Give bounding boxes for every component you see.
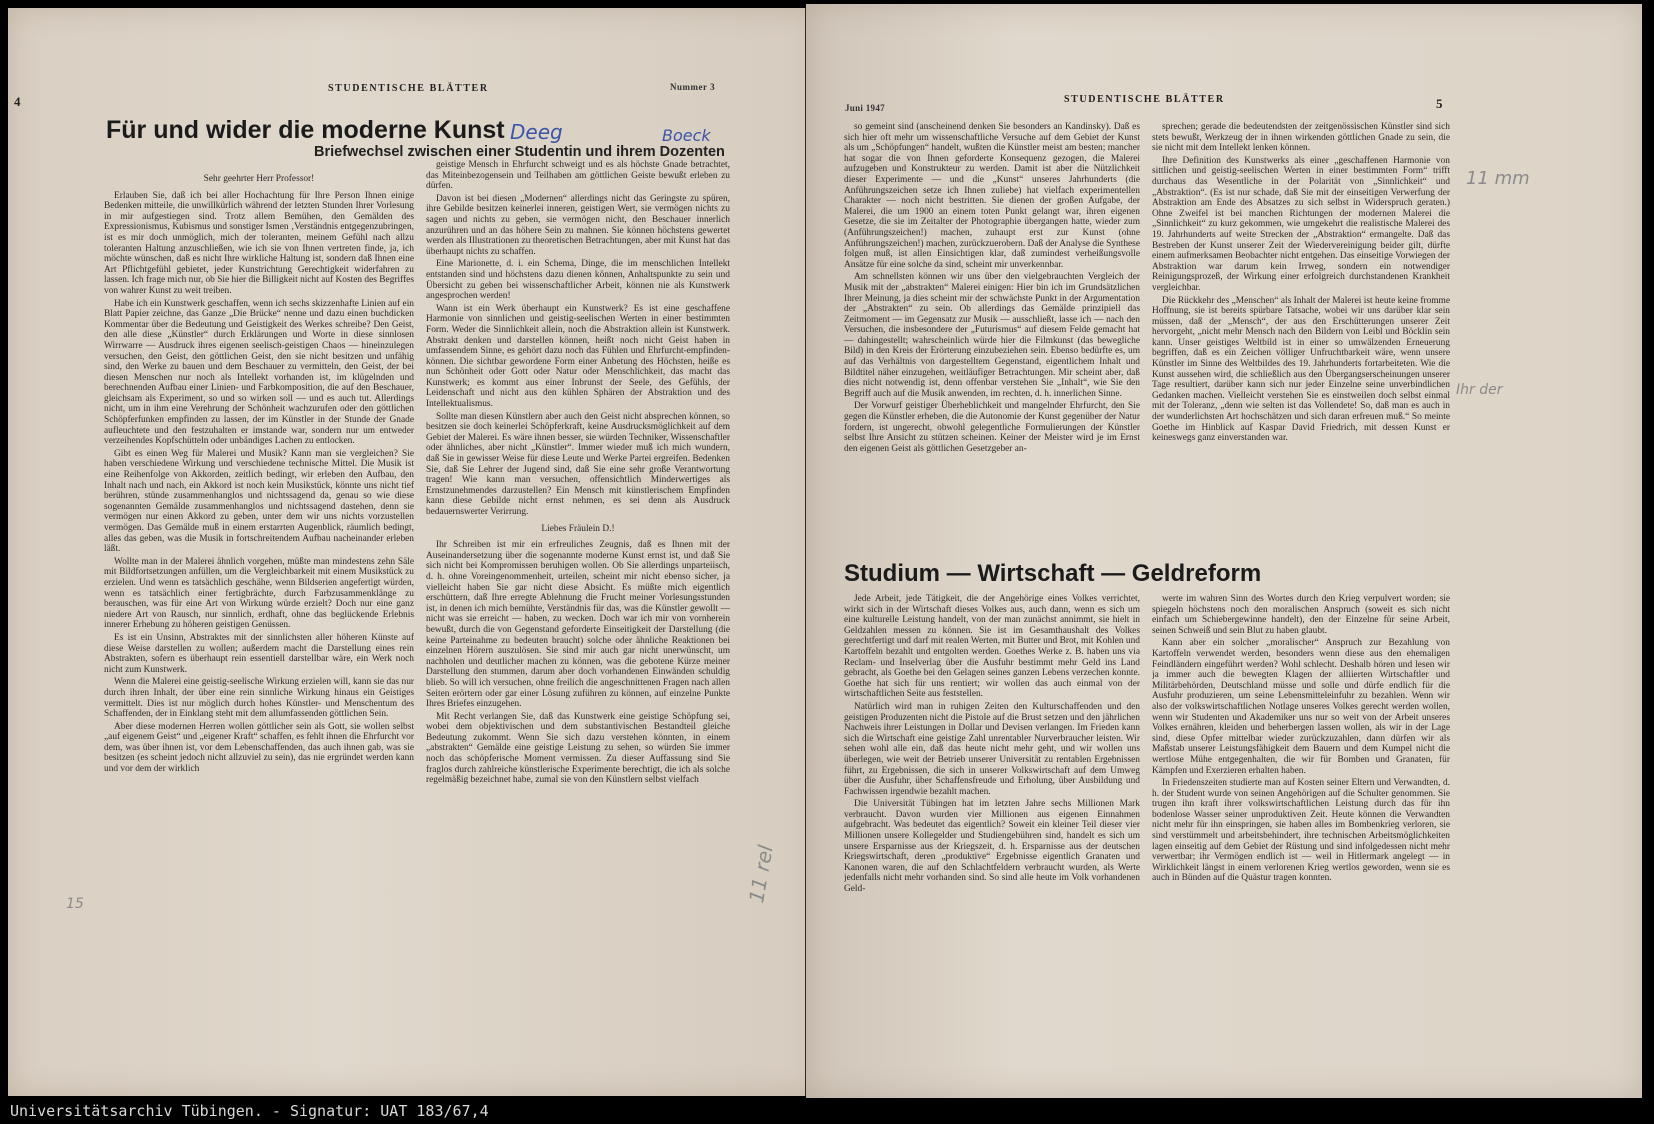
paragraph: Der Vorwurf geistiger Überheblichkeit und mangelnder Ehrfurcht, den Sie gegen die Künstler erheben, die die Autonomie der Kunst gegenüber der Natur fordern, ist ungerecht, obwohl gelegentliche Formulierungen der Künstler selbst Ihre Ansicht zu stützen scheinen. Keiner der Meister wird je im Ernst den eigenen Geist als göttlichen Gesetzgeber an-	[844, 401, 1140, 454]
issue-date: Juni 1947	[845, 103, 885, 113]
paragraph: Es ist ein Unsinn, Abstraktes mit der sinnlichsten aller höheren Künste auf diese Weise darstellen zu wollen; außerdem macht die Darstellung eines rein Abstrakten, sofern es überhaupt rein essentiell darstellbar wäre, ein Werk noch nicht zum Kunstwerk.	[104, 632, 414, 675]
text-column	[844, 594, 1140, 974]
text-column	[1152, 594, 1450, 974]
salutation: Liebes Fräulein D.!	[541, 523, 615, 534]
paragraph: Wann ist ein Werk überhaupt ein Kunstwerk? Es ist eine geschaffene Harmonie von sinnlichen und geistig-seelischen Werten in einer bestimmten Form. Weder die Sinnlichkeit allein, noch die Abstraktion allein ist Kunstwerk. Abstrakt denken und darstellen können, heißt noch nicht Geist haben in umfassendem Sinne, es gehört dazu noch das Fühlen und Ehrfurcht-empfinden-können. Die sichtbar gewordene Form einer Anbetung des Höchsten, heiße es nun Schönheit oder Gott oder Natur oder Menschlichkeit, das macht das Kunstwerk; es kommt aus einer Inbrunst der Seele, des Gefühls, der Leidenschaft und nicht aus den kühlen Sphären der Abstraktion und des Intellektualismus.	[426, 303, 730, 410]
article-subtitle: Briefwechsel zwischen einer Studentin und ihrem Dozenten	[314, 144, 725, 160]
archive-caption: Universitätsarchiv Tübingen. - Signatur: UAT 183/67,4	[10, 1102, 489, 1120]
paragraph: Natürlich wird man in ruhigen Zeiten den Kulturschaffenden und den geistigen Produzenten nicht die Pistole auf die Brust setzen und den jährlichen Nachweis ihrer Leistungen in Dollar und Devisen verlangen. Im Frieden kann sich die Wirtschaft eine geistige Zahl unrentabler Nurverbraucher leisten. Wir sehen wohl alle ein, daß das heute nicht mehr geht, und wir wollen uns überlegen, wie weit der Betrieb unserer Universität zu rentablen Ergebnissen führt, zu Ergebnissen, die sich in unserer Volkswirtschaft auf dem Umweg über die Ausfuhr, über Schaffensfreude und Erholung, über Ausbildung und Fachwissen irgendwie bezahlt machen.	[844, 701, 1140, 797]
paragraph: Eine Marionette, d. i. ein Schema, Dinge, die im menschlichen Intellekt entstanden sind und höchstens dazu dienen können, Anhaltspunkte zu sein und Übersicht zu geben bei wissenschaftlicher Arbeit, können nie als Kunstwerk angesprochen werden!	[426, 259, 730, 302]
article-title: Studium — Wirtschaft — Geldreform	[844, 560, 1262, 587]
handwritten-annotation: Boeck	[662, 126, 711, 145]
paragraph: sprechen; gerade die bedeutendsten der zeitgenössischen Künstler sind sich stets bewußt, Werkzeug der in ihnen wirkenden göttlichen Gnade zu sein, die sie nicht mit dem Intellekt lenken können.	[1152, 122, 1450, 154]
paragraph: so gemeint sind (anscheinend denken Sie besonders an Kandinsky). Daß es sich hier oft mehr um wissenschaftliche Versuche auf dem Gebiet der Kunst als um „Schöpfungen“ handelt, wußten die Künstler meist am besten; mancher hat sogar die von Ihnen geforderte Konsequenz gezogen, die Malerei aufzugeben und Konstrukteur zu werden. Damit ist aber die Nützlichkeit dieser Experimente — und die „Kunst“ unseres Jahrhunderts (die Anführungszeichen setze ich Ihnen zuliebe) hat vielfach experimentellen Charakter — noch nicht bestritten. Sie dienen der großen Aufgabe, der Malerei, die um 1900 an einem toten Punkt gelangt war, ihren eigenen Gesetze, die sie im Zeitalter der Photographie übergangen hatte, wieder zum (Anführungszeichen!) machen, zuhaupt erst zur Kunst (ohne Anführungszeichen!) machen, zurückzuerobern. Daß der Analyse die Synthese folgen muß, ist allen Einsichtigen klar, daß zumindest verheißungsvolle Ansätze für eine solche da sind, scheint mir unverkennbar.	[844, 122, 1140, 270]
handwritten-annotation: 11 rel	[744, 843, 778, 905]
paragraph: Wenn die Malerei eine geistig-seelische Wirkung erzielen will, kann sie das nur durch ihren Inhalt, der über eine rein sinnliche Wirkung hinaus ein Geistiges vermittelt. Dies ist nur möglich durch hohes Künstler- und Menschentum des Schaffenden, der in Einklang steht mit dem allumfassenden göttlichen Sein.	[104, 677, 414, 720]
paragraph: Gibt es einen Weg für Malerei und Musik? Kann man sie vergleichen? Sie haben verschiedene Wirkung und verschiedene technische Mittel. Die Musik ist eine Reihenfolge von Akkorden, zeitlich bedingt, wir erleben den Aufbau, den Inhalt nach und nach, ein Akkord ist noch kein Musikstück, könnte uns nicht tief berühren, stünde zusammenhanglos und nichtssagend da, genau so wie diese sogenannten Gemälde zusammenhanglos und nichtssagend dastehen, denn sie vermögen nur einen Akkord zu geben, unter dem wir uns nichts vorzustellen vermögen. Das Gemälde muß in einem erstarrten Augenblick, räumlich bedingt, alles das geben, was die Musik in fortschreitendem Aufbau nacheinander erleben läßt.	[104, 448, 414, 555]
running-header: STUDENTISCHE BLÄTTER	[328, 83, 489, 94]
paragraph: Jede Arbeit, jede Tätigkeit, die der Angehörige eines Volkes verrichtet, wirkt sich in der Wirtschaft dieses Volkes aus, auch dann, wenn es sich um eine kulturelle Leistung handelt, von der man zunächst annimmt, sie hielt in Geldzahlen messen zu können. Sie ist im Gesamthaushalt des Volkes gerechtfertigt und darf mit realen Werten, mit Butter und Brot, mit Kohlen und Kartoffeln bezahlt und entgolten werden. Goethes Werke z. B. haben uns via Reclam- und Inselverlag über die Ausfuhr bestimmt mehr Geld ins Land gebracht, als Goethe bei den Gelagen seines ganzen Lebens verzechen konnte. Goethe hat sich für uns rentiert; wir wollen das auch einmal von der wirtschaftlichen Seite aus feststellen.	[844, 594, 1140, 700]
issue-number: Nummer 3	[670, 82, 716, 92]
paragraph: Am schnellsten können wir uns über den vielgebrauchten Vergleich der Musik mit der „abstrakten“ Malerei einigen: Hier bin ich im Grundsätzlichen Ihrer Meinung, ja dies scheint mir der schwächste Punkt in der Argumentation der „Abstrakten“ zu sein. Ob allerdings das Gemälde prinzipiell das Zeitmoment — im Gegensatz zur Musik — ausschließt, lasse ich — nach den Versuchen, die insbesondere der „Futurismus“ auf diesem Felde gemacht hat — dahingestellt; wahrscheinlich würde hier die Filmkunst (das bewegliche Bild) in den Kreis der Erörterung einzubeziehen sein. Ebenso bedürfte es, um auf das Verhältnis von dargestelltem Gegenstand, eigentlichem Inhalt und Bildtitel näher einzugehen, weitläufiger Betrachtungen. Mir scheint aber, daß dies nicht notwendig ist, denn offenbar verstehen Sie „Inhalt“, wie Sie den Begriff auch auf die Musik anwenden, im rechten, d. h. innerlichen Sinne.	[844, 272, 1140, 399]
text-column	[1152, 122, 1450, 542]
paragraph: Aber diese modernen Herren wollen göttlicher sein als Gott, sie wollen selbst „auf eigenem Geist“ und „eigener Kraft“ schaffen, es fehlt ihnen die Ehrfurcht vor dem, was über ihnen ist, vor dem Lebenschaffenden, das auch ihnen gab, was sie besitzen (es scheint jedoch nicht allzuviel zu sein), das nie ergründet werden kann und vor dem der wirklich	[104, 721, 414, 775]
left-page	[8, 8, 820, 1096]
running-header: STUDENTISCHE BLÄTTER	[1064, 94, 1225, 105]
page-number: 4	[14, 94, 23, 109]
paragraph: Ihr Schreiben ist mir ein erfreuliches Zeugnis, daß es Ihnen mit der Auseinandersetzung über die sogenannte moderne Kunst ernst ist, und daß Sie sich nicht bei Kompromissen beruhigen wollen. Ob Sie allerdings unparteiisch, d. h. ohne Voreingenommenheit, urteilen, scheint mir nicht ebenso sicher, ja vielleicht haben Sie gar nicht diese Absicht. Es müßte mich eigentlich erschüttern, daß Ihre erregte Ablehnung die Frucht meiner Vorlesungsstunden ist, in denen ich mich bemühte, Verständnis für das, was die Künstler gewollt — nicht was sie erreicht — haben, zu wecken. Doch war ich mir von vornherein bewußt, durch die von Gegenstand geforderte Einseitigkeit der Darstellung (die keine Parteinahme zu bedeuten braucht) solche oder ähnliche Reaktionen bei einzelnen Hörern auszulösen. Sie sind mir auch gar nicht unerwünscht, um nachholen und deutlicher machen zu können, was die gebotene Kürze meiner Darstellung den stummen, darum aber doch vorhandenen Einwänden schuldig blieb. So will ich versuchen, ohne freilich die angeschnittenen Fragen nach allen Seiten erörtern oder gar einer Lösung zuführen zu können, auf einzelne Punkte Ihres Briefes einzugehen.	[426, 540, 730, 710]
text-column	[426, 160, 730, 966]
paragraph: werte im wahren Sinn des Wortes durch den Krieg verpulvert worden; sie spiegeln höchstens noch den moralischen Anspruch (soweit es sich nicht einfach um Schiebergewinne handelt), den der Einzelne für seine Arbeit, seinen Schweiß und sein Blut zu haben glaubt.	[1152, 594, 1450, 636]
page-number: 5	[1436, 96, 1445, 111]
right-page	[806, 4, 1642, 1098]
paragraph: Wollte man in der Malerei ähnlich vorgehen, müßte man mindestens zehn Säle mit Bildfortsetzungen anfüllen, um die Vergleichbarkeit mit einem Musikstück zu erzielen. Und wenn es tatsächlich geschähe, wenn Bildserien angefertigt würden, wenn es tatsächlich einer fertigbrächte, durch Farbzusammenklänge zu berauschen, was für eine Art von Wirkung würde erzielt? Doch nur eine ganz niedere Art von Rausch, nur sinnlich, erdhaft, ohne das beglückende Erlebnis innerer Erhebung zu höheren geistigen Genüssen.	[104, 556, 414, 631]
paragraph: In Friedenszeiten studierte man auf Kosten seiner Eltern und Verwandten, d. h. der Student wurde von seinen Angehörigen auf die Schulter genommen. Sie trugen ihn kraft ihrer volkswirtschaftlichen Leistung durch das für ihn bodenlose Wasser seiner unproduktiven Zeit. Heute können die Verwandten nicht mehr für ihn einspringen, sie haben alles im Bombenkrieg verloren, sie sind verstümmelt und arbeitsbehindert, ihre technischen Arbeitsmöglichkeiten lagen einseitig auf dem Gebiet der Rüstung und sind infolgedessen nicht mehr verwertbar; ihr Vermögen endlich ist — weil in Hitlermark angelegt — in Wirklichkeit längst in einem verlorenen Krieg wertlos geworden, wenn sie es auch in Bünden auf die Quästur tragen konnten.	[1152, 778, 1450, 884]
paragraph: Mit Recht verlangen Sie, daß das Kunstwerk eine geistige Schöpfung sei, wobei dem objektivischen und dem substantivischen Bestandteil gleiche Bedeutung zukommt. Wenn Sie sich dazu verstehen könnten, in einem „abstrakten“ Gemälde eine geistige Leistung zu sehen, so würden Sie immer noch das schöpferische Moment vermissen. Zu dieser Auffassung sind Sie fraglos durch zahlreiche künstlerische Experimente berechtigt, die ich als solche regelmäßig bezeichnet habe, zumal sie von den Künstlern selbst vielfach	[426, 711, 730, 786]
handwritten-annotation: Deeg	[510, 120, 563, 144]
text-column	[104, 168, 414, 968]
paragraph: Die Rückkehr des „Menschen“ als Inhalt der Malerei ist heute keine fromme Hoffnung, sie ist bereits spürbare Tatsache, wobei wir uns darüber klar sein müssen, daß der „Mensch“, der aus den Erschütterungen unserer Zeit hervorgeht, „nicht mehr Mensch nach den Bildern von Leibl und Böcklin sein kann. Unser geistiges Weltbild ist in einer so umwälzenden Erneuerung begriffen, daß es ein Zeichen völliger Unfruchtbarkeit wäre, wenn unsere Künstler im Sinne des Weltbildes des 19. Jahrhunderts fortarbeiteten. Wie die Kunst aussehen wird, die schließlich aus den Übergangserscheinungen unserer Tage resultiert, darüber kann sich nur jeder Einzelne seine unverbindlichen Gedanken machen. Vielleicht verstehen Sie es einstweilen doch selbst einmal mit der Toleranz, „denn wie selten ist das Vollendete! So, daß man es auch in der wunderlichsten Art hochschätzen und sich daran erfreuen muß.“ So meinte Goethe im Hinblick auf Kaspar David Friedrich, mit dessen Kunst er keineswegs ganz einverstanden war.	[1152, 295, 1450, 444]
paragraph: Erlauben Sie, daß ich bei aller Hochachtung für Ihre Person Ihnen einige Bedenken mitteile, die unwillkürlich während der letzten Stunden Ihrer Vorlesung in mir aufgestiegen sind. Trotz allem Bemühen, den Gemälden des Expressionismus, Kubismus und sonstiger Ismen ‚Verständnis entgegenzubringen, ist es mir doch unmöglich, mich der toleranten, meinem Gefühl nach allzu toleranten Haltung anzuschließen, wie ich sie von Ihnen vertreten finde, ja, ich möchte wünschen, daß es nicht Ihre wirkliche Haltung ist, sondern daß Ihnen eine Art Pflichtgefühl gebietet, jeder Kunstrichtung Gerechtigkeit widerfahren zu lassen. Ich frage mich nur, ob Sie hier die Billigkeit nicht auf Kosten des Begriffes von wahrer Kunst zu weit treiben.	[104, 190, 414, 296]
paragraph: Davon ist bei diesen „Modernen“ allerdings nicht das Geringste zu spüren, ihre Gebilde besitzen keinerlei inneren, geistigen Wert, sie vermögen nichts zu sagen und nichts zu geben, sie vermögen nicht, den Beschauer innerlich anzurühren und an das höhere Sein zu mahnen. Sie können höchstens gewertet werden als Illustrationen zu theoretischen Betrachtungen, aber mit Kunst hat das überhaupt nichts zu schaffen.	[426, 193, 730, 257]
paragraph: geistige Mensch in Ehrfurcht schweigt und es als höchste Gnade betrachtet, das Miteinbezogensein und Teilhaben am göttlichen Geiste bewußt erleben zu dürfen.	[426, 160, 730, 192]
salutation: Sehr geehrter Herr Professor!	[203, 174, 315, 184]
handwritten-annotation: 11 mm	[1466, 168, 1530, 189]
paragraph: Kann aber ein solcher „moralischer“ Anspruch zur Bezahlung von Kartoffeln verwendet werden, besonders wenn diese aus den ehemaligen Feindländern eingeführt werden? Wohl schlecht. Deshalb hören und lesen wir ja immer auch die bewegten Klagen der alliierten Wirtschaftler und Militärbehörden, Deutschland müsse und solle und dürfe endlich für die Ausfuhr produzieren, um seine Lebensmitteleinfuhr zu bezahlen. Wenn wir also der volkswirtschaftlichen Notlage unseres Volkes gerecht werden wollen, wenn wir Studenten und Akademiker uns nur so weit von der Arbeit unseres Volkes ernähren, kleiden und beherbergen lassen wollen, als wir in der Lage sind, diese Opfer mittelbar wieder zurückzuzahlen, dann dürfen wir als Maßstab unserer Leistungsfähigkeit dem Bauern und dem Kumpel nicht die wertlose Mühe entgegenhalten, die wir für Bomben und Granaten, für Kämpfen und Exerzieren erhalten haben.	[1152, 638, 1450, 776]
paragraph: Ihre Definition des Kunstwerks als einer „geschaffenen Harmonie von sittlichen und geistig-seelischen Werten in einer bestimmten Form“ trifft durchaus das Wesentliche in der Polarität von „Sinnlichkeit“ und „Abstraktion“. (Es ist nur schade, daß Sie mit der einseitigen Verwerfung der Abstraktion am Ende des Absatzes zu sich selbst in Widerspruch geraten.) Ohne Zweifel ist bei manchen Richtungen der modernen Malerei die „Sinnlichkeit“ zu kurz gekommen, wie umgekehrt die realistische Malerei des 19. Jahrhunderts auf weite Strecken der „Abstraktion“ ermangelte. Daß das Bestreben der Kunst unserer Zeit der Wiedervereinigung beider gilt, dürfte einem aufmerksamen Beobachter nicht entgehen. Das einseitige Vorwiegen der Abstraktion war darum kein Irrweg, sondern ein notwendiger Reinigungsprozeß, der Wirkung einer erfolgreich durchstandenen Krankheit vergleichbar.	[1152, 155, 1450, 293]
paragraph: Habe ich ein Kunstwerk geschaffen, wenn ich sechs skizzenhafte Linien auf ein Blatt Papier zeichne, das Ganze „Die Brücke“ nenne und dazu einen buchdicken Kommentar über die Bedeutung und Geistigkeit des Werkes schreibe? Den Geist, den alle diese „Künstler“ durch Erklärungen und Worte in diese sinnlosen Wirrwarre — Ausdruck ihres eigenen seelisch-geistigen Chaos — hineinzulegen versuchen, den Geist, den göttlichen Geist, den sie nicht besitzen und unfähig sind, den Werke zu bauen und dem Beschauer zu vermitteln, den Geist, der bei diesen Menschen nur noch als Intellekt vorhanden ist, im klügelnden und berechnenden Aufbau einer Linien- und Farbkomposition, die auf den Beschauer, gleichsam als Experiment, so und so wirken soll — und es auch tut. Allerdings nicht, um in ihm eine Verehrung der Schönheit wachzurufen oder den göttlichen Schöpferfunken empfinden zu lassen, der im Künstler in der Stunde der Gnade aufleuchtete und den festzuhalten er imstande war, sondern nur um entweder verzeihendes Kopfschütteln oder unbändiges Lachen zu entlocken.	[104, 298, 414, 447]
paragraph: Sollte man diesen Künstlern aber auch den Geist nicht absprechen können, so besitzen sie doch keinerlei Schöpferkraft, keine Ausdrucksmöglichkeit auf dem Gebiet der Malerei. Es wäre ihnen besser, sie würden Techniker, Wissenschaftler oder ähnliches, aber nicht „Künstler“. Immer wieder muß ich mich wundern, daß Sie in gewisser Weise für diese Leute und Werke Partei ergreifen. Bedenken Sie, daß Sie Lehrer der Jugend sind, daß Sie eine sehr große Verantwortung tragen! Wie kann man versuchen, offensichtlich Minderwertiges als Ernstzunehmendes darzustellen? Ein Mensch mit künstlerischem Empfinden kann diese Gebilde nicht ernst nehmen, es sei denn als Ausdruck bedauernswerter Verirrung.	[426, 411, 730, 517]
text-column	[844, 122, 1140, 552]
paragraph: Die Universität Tübingen hat im letzten Jahre sechs Millionen Mark verbraucht. Davon wurden vier Millionen aus eigenen Einnahmen aufgebracht. Was bedeutet das eigentlich? Soweit ein kleiner Teil dieser vier Millionen unsere Kollegelder und Studiengebühren sind, handelt es sich um unsere Ersparnisse aus der Kriegszeit, d. h. Ersparnisse aus der deutschen Kriegswirtschaft, deren „produktive“ Ergebnisse eigentlich Granaten und Kanonen waren, die auf den Schlachtfeldern verbraucht wurden, als Werte jedenfalls nicht mehr vorhanden sind. So sind alle heute im Volk vorhandenen Geld-	[844, 799, 1140, 895]
handwritten-annotation: Ihr der	[1456, 382, 1503, 398]
handwritten-annotation: 15	[66, 896, 84, 912]
article-title: Für und wider die moderne Kunst	[106, 116, 505, 144]
